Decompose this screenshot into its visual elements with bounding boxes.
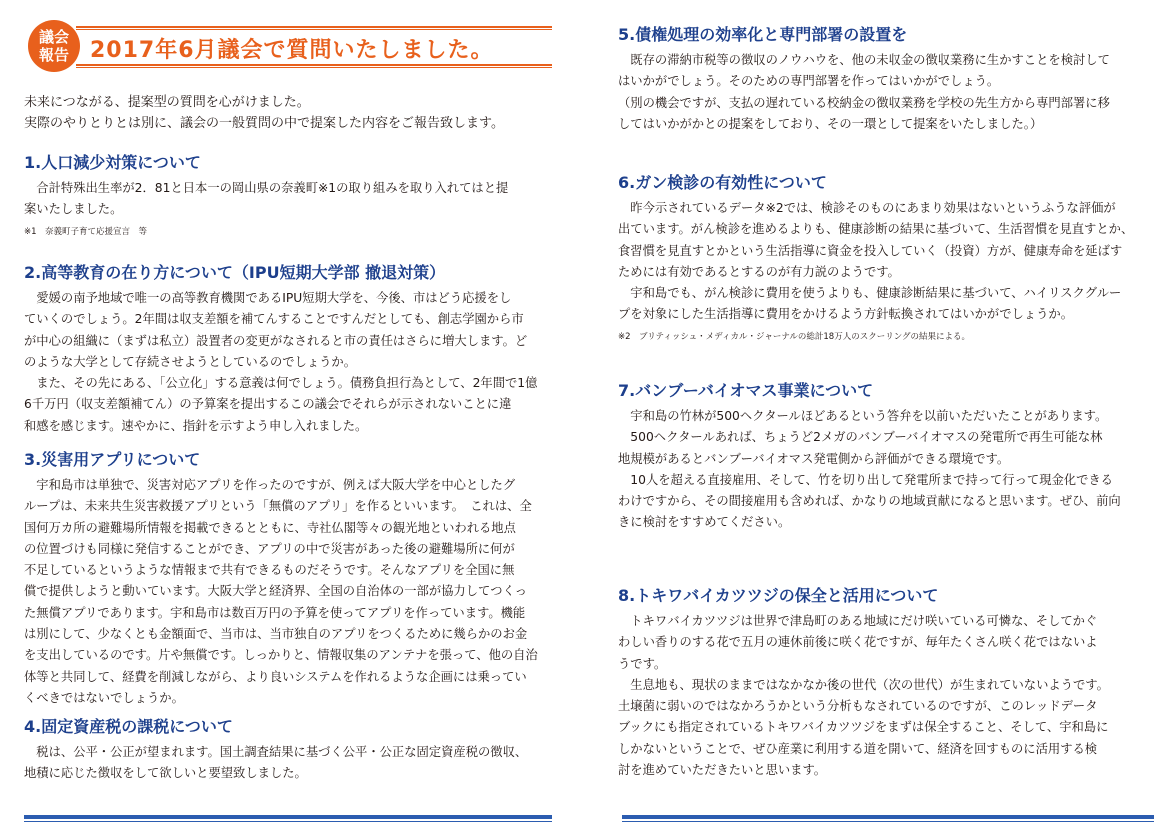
- section-population: [24, 152, 508, 239]
- para-line: 宇和島でも、がん検診に費用を使うよりも、健康診断結果に基づいて、ハイリスクグルー: [618, 286, 1122, 301]
- para-line: 討を進めていただきたいと思います。: [618, 763, 827, 778]
- para-line: 和感を感じます。速やかに、指針を示すよう申し入れました。: [24, 418, 368, 433]
- section-property-tax: [24, 716, 527, 785]
- para-line: うです。: [618, 656, 667, 671]
- para-line: 既存の滞納市税等の徴収のノウハウを、他の未収金の徴収業務に生かすことを検討して: [618, 53, 1110, 67]
- para-line: 出ています。がん検診を進めるよりも、健康診断の結果に基づいて、生活習慣を見直すとか、: [618, 222, 1134, 237]
- para-line: わけですから、その間接雇用も含めれば、かなりの地域貢献になると思います。ぜひ、前向: [618, 494, 1121, 509]
- para-line: 案いたしました。: [24, 202, 123, 217]
- footnote: ※2 ブリティッシュ・メディカル・ジャーナルの総計18万人のスクーリングの結果による。: [618, 331, 971, 342]
- para-line: 10人を超える直接雇用、そして、竹を切り出して発電所まで持って行って現金化できる: [618, 472, 1113, 487]
- header-rule-top-thin: [76, 29, 552, 30]
- para-line: 地規模があるとバンブーバイオマス発電側から評価ができる環境です。: [618, 451, 1010, 466]
- section-heading: 5.債権処理の効率化と専門部署の設置を: [618, 25, 908, 44]
- section-higher-education: [24, 262, 537, 437]
- header-rule-top: [76, 26, 552, 28]
- para-line: また、その先にある、「公立化」する意義は何でしょう。債務負担行為として、2年間で1億: [24, 376, 538, 391]
- para-line: た無償アプリであります。宇和島市は数百万円の予算を使ってアプリを作っています。機能: [24, 605, 526, 620]
- para-line: 償で提供しようと動いています。大阪大学と経済界、全国の自治体の一部が協力してつくっ: [24, 584, 527, 599]
- para-line: ていくのでしょう。2年間は収支差額を補てんすることですんだとしても、創志学園から市: [24, 312, 524, 327]
- para-line: しかないということで、ぜひ産業に利用する道を開いて、経済を回すものに活用する検: [618, 741, 1098, 756]
- para-line: を支出しているのです。片や無償です。しっかりと、情報収集のアンテナを張って、他の自治: [24, 648, 538, 663]
- section-tokiwa-azalea: [618, 585, 1109, 781]
- para-line: の位置づけも同様に発信することができ、アプリの中で災害があった後の避難場所に何が: [24, 541, 515, 556]
- para-line: きに検討をすすめてください。: [618, 515, 791, 530]
- para-line: 500ヘクタールあれば、ちょうど2メガのバンブーバイオマスの発電所で再生可能な林: [618, 430, 1103, 445]
- section-debt-collection: [618, 24, 1110, 135]
- para-line: わしい香りのする花で五月の連休前後に咲く花ですが、毎年たくさん咲く花ではないよ: [618, 635, 1098, 650]
- badge-line-2: 報告: [38, 46, 69, 64]
- para-line: 地積に応じた徴収をして欲しいと要望致しました。: [24, 766, 307, 781]
- page-title: 2017年6月議会で質問いたしました。: [90, 38, 494, 63]
- intro-text: [24, 92, 504, 134]
- para-line: ブックにも指定されているトキワバイカツツジをまずは保全すること、そして、宇和島に: [618, 720, 1109, 735]
- para-line: 生息地も、現状のままではなかなか後の世代（次の世代）が生まれていないようです。: [618, 677, 1109, 692]
- section-heading: 8.トキワバイカツツジの保全と活用について: [618, 586, 939, 605]
- header-rule-bottom-thin: [76, 67, 552, 68]
- para-line: 土壌菌に弱いのではなかろうかという分析もなされているのですが、このレッドデータ: [618, 699, 1098, 714]
- section-heading: 3.災害用アプリについて: [24, 450, 201, 469]
- para-line: プを対象にした生活指導に費用をかけるよう方針転換されてはいかがでしょうか。: [618, 307, 1073, 322]
- para-line: 国何万カ所の避難場所情報を掲載できるとともに、寺社仏閣等々の観光地といわれる地点: [24, 520, 516, 535]
- badge-line-1: 議会: [38, 28, 69, 46]
- para-line: ためには有効であるとするのが有力説のようです。: [618, 264, 900, 279]
- para-line: （別の機会ですが、支払の遅れている校納金の徴収業務を学校の先生方から専門部署に移: [618, 95, 1110, 110]
- para-line: ループは、未来共生災害救援アプリという「無償のアプリ」を作るといいます。 これは、全: [24, 499, 532, 514]
- council-report-badge: [28, 20, 80, 72]
- section-cancer-screening: [618, 172, 1133, 344]
- para-line: はいかがでしょう。そのための専門部署を作ってはいかがでしょう。: [618, 74, 1000, 89]
- section-heading: 2.高等教育の在り方について（IPU短期大学部 撤退対策）: [24, 263, 446, 282]
- report-header: [24, 18, 552, 74]
- section-heading: 7.バンブーバイオマス事業について: [618, 381, 874, 400]
- para-line: してはいかがかとの提案をしており、その一環として提案をいたしました。）: [618, 116, 1043, 131]
- para-line: 6千万円（収支差額補てん）の予算案を提出するこの議会でそれらが示されないことに違: [24, 397, 512, 412]
- para-line: 宇和島の竹林が500ヘクタールほどあるという答弁を以前いただいたことがあります。: [618, 409, 1108, 423]
- section-disaster-app: [24, 449, 538, 709]
- footnote: ※1 奈義町子育て応援宣言 等: [24, 226, 148, 237]
- para-line: トキワバイカツツジは世界で津島町のある地域にだけ咲いている可憐な、そしてかぐ: [618, 614, 1098, 628]
- section-bamboo-biomass: [618, 380, 1121, 534]
- intro-line: 未来につながる、提案型の質問を心がけました。: [24, 95, 310, 110]
- para-line: は別にして、少なくとも金額面で、当市は、当市独自のアプリをつくるために幾らかのお金: [24, 627, 528, 642]
- section-heading: 1.人口減少対策について: [24, 153, 201, 172]
- footer-bar-left: [24, 815, 552, 819]
- section-heading: 4.固定資産税の課税について: [24, 717, 233, 736]
- para-line: くべきではないでしょうか。: [24, 690, 184, 705]
- para-line: 昨今示されているデータ※2では、検診そのものにあまり効果はないというふうな評価が: [618, 201, 1116, 215]
- para-line: 体等と共同して、経費を削減しながら、より良いシステムを作れるような企画には乗ってい: [24, 669, 527, 684]
- footer-bar-right: [622, 815, 1154, 819]
- para-line: 愛媛の南予地域で唯一の高等教育機関であるIPU短期大学を、今後、市はどう応援をし: [24, 291, 512, 305]
- section-heading: 6.ガン検診の有効性について: [618, 173, 827, 192]
- intro-line: 実際のやりとりとは別に、議会の一般質問の中で提案した内容をご報告致します。: [24, 116, 504, 131]
- para-line: が中心の組織に（まずは私立）設置者の変更がなされると市の責任はさらに増大します。ど: [24, 333, 528, 348]
- para-line: 不足しているというような情報まで共有できるものだそうです。そんなアプリを全国に無: [24, 563, 515, 578]
- para-line: 食習慣を見直すとかという生活指導に資金を投入していく（投資）方が、健康寿命を延ばす: [618, 243, 1123, 258]
- para-line: 合計特殊出生率が2．81と日本一の岡山県の奈義町※1の取り組みを取り入れてはと提: [24, 181, 509, 195]
- para-line: のような大学として存続させようとしているのでしょうか。: [24, 354, 357, 369]
- header-rule-bottom: [76, 64, 552, 66]
- para-line: 宇和島市は単独で、災害対応アプリを作ったのですが、例えば大阪大学を中心としたグ: [24, 478, 516, 492]
- para-line: 税は、公平・公正が望まれます。国土調査結果に基づく公平・公正な固定資産税の徴収、: [24, 745, 528, 759]
